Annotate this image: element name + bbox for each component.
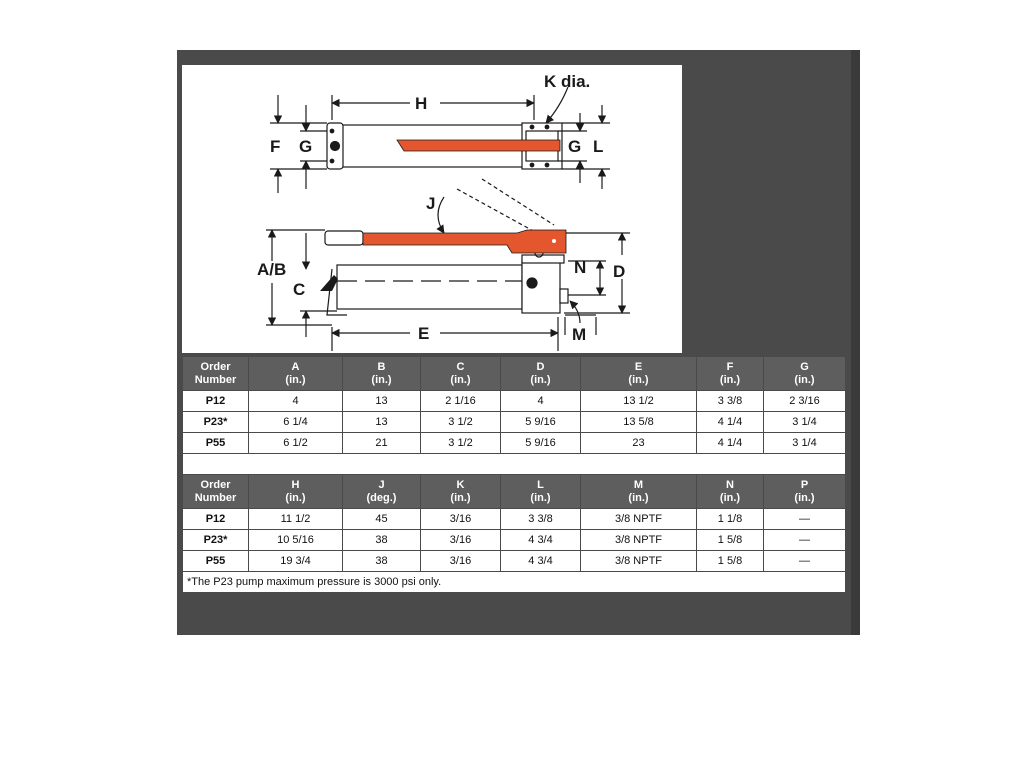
table-cell: 4 3/4 bbox=[501, 530, 581, 551]
table-row bbox=[183, 412, 846, 433]
label-c: C bbox=[293, 280, 306, 299]
table-cell: 4 3/4 bbox=[501, 551, 581, 572]
order-number-cell: P23* bbox=[183, 412, 249, 433]
table-header-cell: C (in.) bbox=[421, 357, 501, 391]
table-spacer-row bbox=[183, 454, 846, 475]
content-panel bbox=[177, 50, 860, 635]
table-cell: 3 1/4 bbox=[764, 412, 846, 433]
table-row bbox=[183, 433, 846, 454]
table-cell: 10 5/16 bbox=[249, 530, 343, 551]
handle-side-view bbox=[363, 230, 566, 253]
footnote-row bbox=[183, 572, 846, 593]
table-cell: 3/8 NPTF bbox=[581, 530, 697, 551]
footnote: *The P23 pump maximum pressure is 3000 psi only. bbox=[183, 572, 846, 593]
label-j: J bbox=[426, 194, 436, 213]
order-number-cell: P12 bbox=[183, 391, 249, 412]
table-cell: 6 1/4 bbox=[249, 412, 343, 433]
table-header-cell: P (in.) bbox=[764, 475, 846, 509]
table-cell: 4 bbox=[501, 391, 581, 412]
label-n: N bbox=[574, 258, 587, 277]
table-cell: 21 bbox=[343, 433, 421, 454]
table-row bbox=[183, 391, 846, 412]
table-cell: 5 9/16 bbox=[501, 412, 581, 433]
order-number-cell: P12 bbox=[183, 509, 249, 530]
table-cell: 3/8 NPTF bbox=[581, 551, 697, 572]
table-row bbox=[183, 551, 846, 572]
table-cell: 13 bbox=[343, 412, 421, 433]
table-cell: 1 5/8 bbox=[697, 551, 764, 572]
table-cell: 6 1/2 bbox=[249, 433, 343, 454]
table-cell: 11 1/2 bbox=[249, 509, 343, 530]
table-header-cell: N (in.) bbox=[697, 475, 764, 509]
table-cell: 3/16 bbox=[421, 530, 501, 551]
label-k-dia: K dia. bbox=[544, 72, 591, 91]
table-cell: 13 1/2 bbox=[581, 391, 697, 412]
table-header-cell: A (in.) bbox=[249, 357, 343, 391]
table1-header-row bbox=[183, 357, 846, 391]
table-header-cell: G (in.) bbox=[764, 357, 846, 391]
table-header-cell: L (in.) bbox=[501, 475, 581, 509]
label-m: M bbox=[572, 325, 587, 344]
table-cell: 4 bbox=[249, 391, 343, 412]
label-d: D bbox=[613, 262, 626, 281]
handle-pin bbox=[552, 239, 556, 243]
label-e: E bbox=[418, 324, 430, 343]
table-cell: 4 1/4 bbox=[697, 433, 764, 454]
table-cell: 38 bbox=[343, 530, 421, 551]
label-h: H bbox=[415, 94, 428, 113]
table-cell: 45 bbox=[343, 509, 421, 530]
table-cell: 13 bbox=[343, 391, 421, 412]
table-cell: 3/16 bbox=[421, 509, 501, 530]
table-cell: 3 3/8 bbox=[501, 509, 581, 530]
table-header-cell: Order Number bbox=[183, 357, 249, 391]
order-number-cell: P55 bbox=[183, 433, 249, 454]
label-g-left: G bbox=[299, 137, 313, 156]
label-l: L bbox=[593, 137, 604, 156]
table-header-cell: M (in.) bbox=[581, 475, 697, 509]
table-cell: 13 5/8 bbox=[581, 412, 697, 433]
table-row bbox=[183, 509, 846, 530]
pump-diagram-svg bbox=[182, 65, 682, 353]
table-header-cell: K (in.) bbox=[421, 475, 501, 509]
table-cell: 5 9/16 bbox=[501, 433, 581, 454]
table-header-cell: H (in.) bbox=[249, 475, 343, 509]
table-header-cell: F (in.) bbox=[697, 357, 764, 391]
table-cell: — bbox=[764, 551, 846, 572]
table-cell: 2 1/16 bbox=[421, 391, 501, 412]
table-header-cell: J (deg.) bbox=[343, 475, 421, 509]
table-cell: 4 1/4 bbox=[697, 412, 764, 433]
table-header-cell: E (in.) bbox=[581, 357, 697, 391]
table-header-cell: B (in.) bbox=[343, 357, 421, 391]
handle-top-view bbox=[397, 140, 560, 151]
table2-header-row bbox=[183, 475, 846, 509]
label-g-right: G bbox=[568, 137, 582, 156]
table-cell: 38 bbox=[343, 551, 421, 572]
table-cell: 3 1/4 bbox=[764, 433, 846, 454]
table-cell: 19 3/4 bbox=[249, 551, 343, 572]
table-cell: 3/16 bbox=[421, 551, 501, 572]
order-number-cell: P23* bbox=[183, 530, 249, 551]
label-ab: A/B bbox=[257, 260, 287, 279]
dimension-spec-table bbox=[182, 356, 846, 593]
table-header-cell: D (in.) bbox=[501, 357, 581, 391]
label-f: F bbox=[270, 137, 281, 156]
pump-dimension-diagram bbox=[182, 65, 682, 353]
table-cell: — bbox=[764, 530, 846, 551]
table-cell: 1 1/8 bbox=[697, 509, 764, 530]
table-row bbox=[183, 530, 846, 551]
table-cell: 2 3/16 bbox=[764, 391, 846, 412]
scrollbar[interactable] bbox=[851, 50, 860, 635]
release-valve bbox=[320, 275, 338, 291]
table-cell: 3 1/2 bbox=[421, 412, 501, 433]
table-cell: 3 3/8 bbox=[697, 391, 764, 412]
table-cell: — bbox=[764, 509, 846, 530]
table-cell: 3/8 NPTF bbox=[581, 509, 697, 530]
table-cell: 1 5/8 bbox=[697, 530, 764, 551]
table-cell: 3 1/2 bbox=[421, 433, 501, 454]
table-header-cell: Order Number bbox=[183, 475, 249, 509]
table-cell: 23 bbox=[581, 433, 697, 454]
spacer-cell bbox=[183, 454, 846, 475]
order-number-cell: P55 bbox=[183, 551, 249, 572]
